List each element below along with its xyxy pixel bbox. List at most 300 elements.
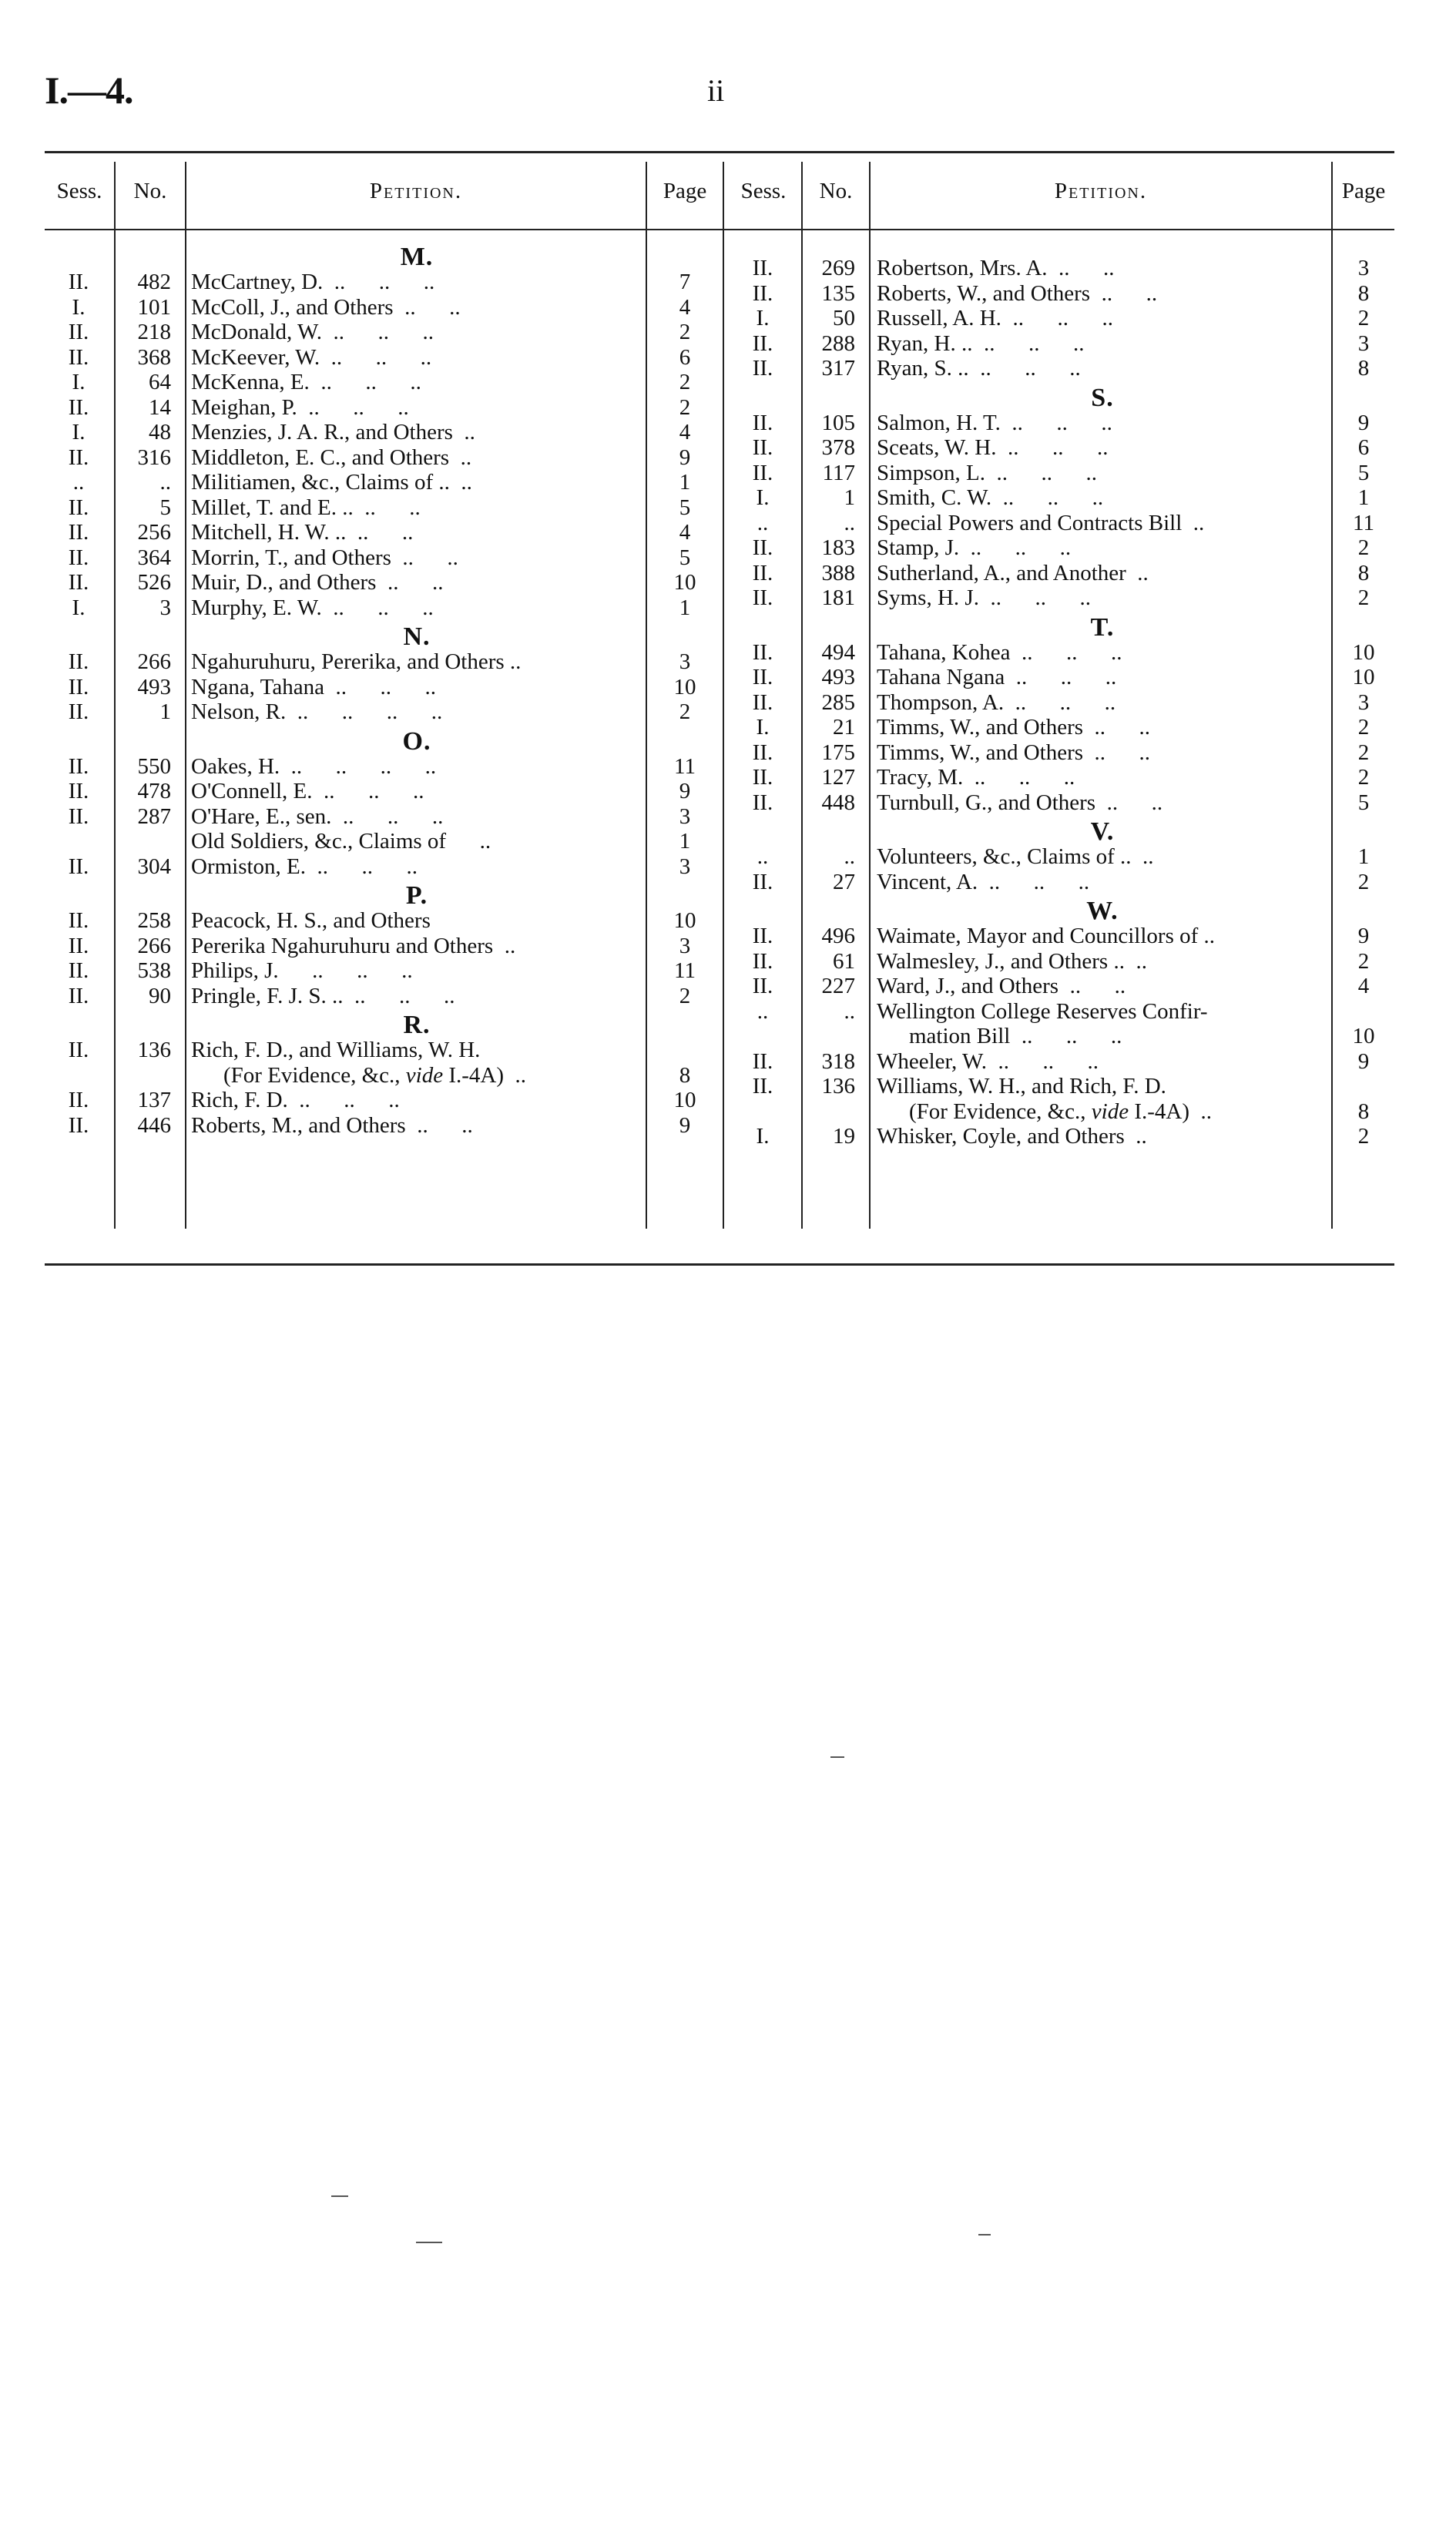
number-cell: 318 <box>821 1048 855 1074</box>
number-cell: 258 <box>137 908 171 933</box>
petition-text: Millet, T. and E. .. <box>191 495 354 520</box>
table-row <box>726 949 1394 974</box>
page-cell: 11 <box>674 753 696 779</box>
section-letter: V. <box>1090 817 1115 846</box>
petition-cell <box>191 779 642 804</box>
table-row <box>45 754 723 780</box>
session-cell: II. <box>68 320 89 344</box>
section-letter-row <box>726 611 1394 640</box>
section-letter: R. <box>403 1011 431 1039</box>
petition-text: Volunteers, &c., Claims of .. <box>877 844 1132 869</box>
table-row <box>726 561 1394 586</box>
petition-text: Nelson, R. <box>191 699 287 724</box>
session-cell: II. <box>68 495 89 520</box>
petition-cell <box>191 445 642 471</box>
page-cell: 2 <box>1357 740 1370 765</box>
table-row <box>45 675 723 700</box>
page-cell: 9 <box>679 779 691 803</box>
page-cell: 8 <box>1357 560 1370 585</box>
page-cell: 2 <box>679 699 691 724</box>
petition-text: Old Soldiers, &c., Claims of <box>191 829 447 854</box>
petition-text: Peacock, H. S., and Others <box>191 908 431 933</box>
petition-text: Ngana, Tahana <box>191 674 324 699</box>
petition-cell <box>191 420 642 445</box>
number-cell: .. <box>844 998 855 1024</box>
page-cell: 6 <box>1357 435 1370 460</box>
petition-text: Mitchell, H. W. .. <box>191 520 347 545</box>
petition-cell <box>191 295 642 320</box>
number-cell: 137 <box>137 1088 171 1112</box>
leader-dots: .. .. .. <box>991 485 1104 510</box>
petition-text: Pringle, F. J. S. .. <box>191 983 344 1008</box>
table-row <box>45 1088 723 1113</box>
table-row <box>726 640 1394 666</box>
petition-cell <box>877 561 1328 586</box>
petition-cell <box>877 585 1328 611</box>
leader-dots: .. <box>449 470 472 495</box>
petition-text: Thompson, A. <box>877 689 1005 715</box>
page-cell: 8 <box>1357 1098 1370 1124</box>
table-row <box>45 984 723 1009</box>
page-cell: 2 <box>679 394 691 420</box>
table-row <box>726 435 1394 461</box>
session-cell: I. <box>72 420 86 444</box>
page-cell: 2 <box>1357 535 1370 560</box>
petition-cell <box>877 306 1328 331</box>
page-cell: 3 <box>1357 689 1370 715</box>
session-cell: II. <box>752 280 773 306</box>
petition-text: Russell, A. H. <box>877 306 1001 330</box>
leader-dots: .. .. .. <box>343 983 455 1008</box>
section-letter-row <box>45 620 723 649</box>
table-row <box>726 485 1394 511</box>
session-cell: II. <box>752 948 773 974</box>
petition-cell <box>191 675 642 700</box>
petition-cell <box>877 1024 1360 1049</box>
page-number: ii <box>707 73 725 108</box>
page-cell: 1 <box>679 470 691 495</box>
petition-cell <box>191 649 642 675</box>
leader-dots: .. .. <box>1095 790 1163 815</box>
section-letter: W. <box>1086 897 1119 925</box>
petition-cell <box>877 435 1328 461</box>
number-cell: 90 <box>149 983 171 1008</box>
number-cell: 550 <box>137 753 171 779</box>
session-cell: II. <box>68 753 89 779</box>
session-cell: II. <box>752 665 773 689</box>
petition-text: Morrin, T., and Others <box>191 545 391 570</box>
session-cell: .. <box>757 998 769 1024</box>
petition-cell <box>191 570 642 595</box>
table-row <box>726 790 1394 816</box>
petition-cell <box>191 370 642 395</box>
header-sess: Sess. <box>740 179 787 203</box>
number-cell: 218 <box>137 320 171 344</box>
petition-cell <box>191 1063 675 1088</box>
leader-dots: .. .. <box>1047 256 1115 280</box>
session-cell: II. <box>752 535 773 560</box>
petition-text: Timms, W., and Others <box>877 740 1084 765</box>
number-cell: 105 <box>821 410 855 435</box>
leader-dots: .. .. .. <box>1001 306 1113 330</box>
session-cell: II. <box>752 765 773 790</box>
session-cell: II. <box>68 854 89 879</box>
petition-text: O'Connell, E. <box>191 779 313 803</box>
leader-dots: .. .. .. <box>321 595 434 620</box>
petition-cell <box>191 934 642 959</box>
page-cell: 10 <box>673 674 696 699</box>
session-cell: II. <box>752 740 773 765</box>
table-row <box>726 306 1394 331</box>
session-cell: II. <box>752 639 773 665</box>
table-row <box>45 1063 723 1088</box>
header-sess: Sess. <box>56 179 102 203</box>
header-petition: Petition. <box>1054 179 1148 203</box>
table-bottom-rule <box>45 1263 1394 1266</box>
petition-text: Vincent, A. <box>877 869 978 894</box>
page-cell: 2 <box>1357 715 1370 740</box>
petition-text: McKeever, W. <box>191 344 320 370</box>
section-letter: N. <box>403 622 431 651</box>
table-row <box>726 1074 1394 1099</box>
petition-cell <box>877 640 1328 666</box>
session-cell: II. <box>68 1038 89 1062</box>
petition-cell <box>191 984 642 1009</box>
petition-text: O'Hare, E., sen. <box>191 803 332 829</box>
petition-cell <box>877 411 1328 436</box>
leader-dots: .. .. .. <box>278 958 413 983</box>
petition-cell <box>877 924 1328 949</box>
number-cell: 304 <box>137 854 171 879</box>
leader-dots: .. .. <box>405 1112 473 1138</box>
number-cell: 316 <box>137 444 171 470</box>
header-bottom-rule <box>45 229 1394 230</box>
table-row <box>45 495 723 521</box>
session-cell: II. <box>752 585 773 610</box>
table-row <box>726 281 1394 307</box>
petition-cell <box>877 511 1328 536</box>
table-row <box>45 958 723 984</box>
page-cell: 10 <box>1352 1024 1375 1048</box>
page-cell: 4 <box>679 420 691 444</box>
number-cell: 19 <box>833 1124 855 1149</box>
section-letter-row <box>726 815 1394 844</box>
table-row <box>726 461 1394 486</box>
leader-dots: .. .. .. <box>309 370 421 394</box>
table-row <box>45 1038 723 1063</box>
session-cell: .. <box>757 510 769 535</box>
petition-cell <box>877 256 1328 281</box>
number-cell: .. <box>159 470 171 495</box>
leader-dots: .. .. .. <box>986 1048 1099 1074</box>
petition-cell <box>191 495 642 521</box>
number-cell: 266 <box>137 933 171 958</box>
number-cell: 227 <box>821 974 855 998</box>
table-row <box>45 520 723 545</box>
petition-cell <box>191 804 642 830</box>
leader-dots: .. <box>1182 510 1205 535</box>
table-row <box>45 470 723 495</box>
table-row <box>726 844 1394 870</box>
petition-text: (For Evidence, &c., vide I.-4A) <box>223 1062 504 1088</box>
petition-text: Waimate, Mayor and Councillors of .. <box>877 924 1216 948</box>
table-row <box>45 545 723 571</box>
table-row <box>45 649 723 675</box>
petition-text: Salmon, H. T. <box>877 410 1001 435</box>
page-cell: 2 <box>679 320 691 344</box>
petition-text: Tahana Ngana <box>877 665 1005 689</box>
petition-cell <box>877 715 1328 740</box>
leader-dots: .. <box>449 444 472 470</box>
session-cell: II. <box>68 958 89 983</box>
table-row <box>45 908 723 934</box>
number-cell: 482 <box>137 270 171 294</box>
page-cell: 2 <box>1357 306 1370 330</box>
petition-text: Rich, F. D., and Williams, W. H. <box>191 1038 481 1062</box>
page-cell: 3 <box>679 854 691 879</box>
page-cell: 8 <box>679 1062 691 1088</box>
page-cell: 5 <box>1357 790 1370 815</box>
session-cell: II. <box>68 570 89 595</box>
number-cell: 5 <box>159 495 171 520</box>
petition-cell <box>191 320 642 345</box>
session-cell: II. <box>68 1112 89 1138</box>
page-cell: 10 <box>1352 665 1375 689</box>
table-row <box>45 854 723 880</box>
leader-dots: .. .. .. .. <box>286 699 443 724</box>
petition-text: Menzies, J. A. R., and Others <box>191 420 453 444</box>
petition-cell <box>191 270 642 295</box>
number-cell: 50 <box>833 306 855 330</box>
page-cell: 10 <box>673 1088 696 1112</box>
number-cell: 183 <box>821 535 855 560</box>
petition-text: Roberts, M., and Others <box>191 1112 406 1138</box>
petition-cell <box>877 844 1328 870</box>
table-row <box>45 370 723 395</box>
session-cell: II. <box>68 1088 89 1112</box>
number-cell: 494 <box>821 639 855 665</box>
table-row <box>726 411 1394 436</box>
table-row <box>45 445 723 471</box>
petition-text: McDonald, W. <box>191 320 322 344</box>
session-cell: II. <box>68 520 89 545</box>
petition-text: McKenna, E. <box>191 370 310 394</box>
leader-dots: .. .. .. <box>968 356 1081 381</box>
session-cell: I. <box>756 1124 770 1149</box>
petition-text: (For Evidence, &c., vide I.-4A) <box>909 1098 1189 1124</box>
petition-text: Wellington College Reserves Confir- <box>877 998 1208 1024</box>
leader-dots: .. <box>452 420 475 444</box>
col-rule <box>723 162 724 1229</box>
leader-dots: .. .. .. <box>287 1088 400 1112</box>
session-cell: II. <box>752 256 773 280</box>
session-cell: II. <box>68 983 89 1008</box>
number-cell: 127 <box>821 765 855 790</box>
table-row <box>45 829 723 854</box>
petition-text: Smith, C. W. <box>877 485 992 510</box>
number-cell: 364 <box>137 545 171 570</box>
table-row <box>726 331 1394 357</box>
number-cell: 27 <box>833 869 855 894</box>
session-cell: II. <box>68 803 89 829</box>
page-cell: 11 <box>674 958 696 983</box>
number-cell: 64 <box>149 370 171 394</box>
leader-dots: .. <box>1124 948 1147 974</box>
session-cell: I. <box>756 715 770 740</box>
table-row <box>45 699 723 725</box>
session-cell: II. <box>752 330 773 356</box>
number-cell: 256 <box>137 520 171 545</box>
table-row <box>45 345 723 371</box>
section-letter: P. <box>405 881 428 910</box>
petition-cell <box>877 485 1328 511</box>
session-cell: II. <box>752 410 773 435</box>
petition-text: Simpson, L. <box>877 460 985 485</box>
page-cell: 2 <box>1357 765 1370 790</box>
session-cell: I. <box>72 294 86 320</box>
table-row <box>45 779 723 804</box>
petition-text: Turnbull, G., and Others <box>877 790 1096 815</box>
petition-cell <box>191 699 642 725</box>
petition-cell <box>877 765 1328 790</box>
leader-dots: .. <box>504 1062 526 1088</box>
session-cell: I. <box>756 485 770 510</box>
table-row <box>45 804 723 830</box>
session-cell: II. <box>68 270 89 294</box>
petition-text: McCartney, D. <box>191 270 324 294</box>
table-row <box>726 715 1394 740</box>
leader-dots: .. .. .. <box>324 674 436 699</box>
number-cell: 317 <box>821 356 855 381</box>
section-letter: S. <box>1091 383 1114 412</box>
page-cell: 10 <box>673 570 696 595</box>
number-cell: 48 <box>149 420 171 444</box>
number-cell: 287 <box>137 803 171 829</box>
petition-text: Ngahuruhuru, Pererika, and Others .. <box>191 649 522 674</box>
leader-dots: .. .. <box>1083 715 1151 740</box>
page-cell: 2 <box>1357 1124 1370 1149</box>
petition-text: Syms, H. J. <box>877 585 979 610</box>
petition-text: mation Bill <box>909 1024 1011 1048</box>
table-row <box>726 1049 1394 1075</box>
section-letter: T. <box>1090 612 1115 642</box>
petition-text: Oakes, H. <box>191 753 280 779</box>
session-cell: II. <box>68 444 89 470</box>
petition-text: Timms, W., and Others <box>877 715 1084 740</box>
section-letter-row <box>726 894 1394 924</box>
number-cell: 526 <box>137 570 171 595</box>
number-cell: 378 <box>821 435 855 460</box>
petition-cell <box>191 520 642 545</box>
number-cell: .. <box>844 510 855 535</box>
table-row <box>726 1024 1394 1049</box>
petition-cell <box>191 595 642 621</box>
session-cell: II. <box>752 869 773 894</box>
petition-cell <box>191 1038 642 1063</box>
section-letter-row <box>45 879 723 908</box>
session-cell: II. <box>68 908 89 933</box>
leader-dots: .. .. <box>1058 974 1126 998</box>
page-cell: 8 <box>1357 356 1370 381</box>
session-cell: II. <box>752 790 773 815</box>
leader-dots: .. .. .. <box>297 394 409 420</box>
session-cell: II. <box>68 344 89 370</box>
petition-cell <box>877 665 1328 690</box>
table-row <box>45 420 723 445</box>
page-cell: 5 <box>679 495 691 520</box>
number-cell: 136 <box>821 1074 855 1098</box>
petition-text: Sceats, W. H. <box>877 435 997 460</box>
table-row <box>45 570 723 595</box>
petition-text: McColl, J., and Others <box>191 294 394 320</box>
page-cell: 2 <box>1357 585 1370 610</box>
number-cell: 136 <box>137 1038 171 1062</box>
number-cell: 1 <box>844 485 855 510</box>
table-row <box>45 595 723 621</box>
table-row <box>726 1099 1394 1125</box>
petition-text: Murphy, E. W. <box>191 595 322 620</box>
page-cell: 9 <box>1357 924 1370 948</box>
leader-dots: .. .. .. <box>996 435 1109 460</box>
page-cell: 1 <box>679 829 691 854</box>
petition-cell <box>877 949 1328 974</box>
petition-cell <box>191 470 642 495</box>
page-cell: 3 <box>679 803 691 829</box>
petition-cell <box>191 395 642 421</box>
petition-text: Muir, D., and Others <box>191 570 377 595</box>
page-code: I.—4. <box>45 69 133 112</box>
page-cell: 3 <box>679 933 691 958</box>
petition-list-right <box>726 240 1394 1149</box>
table-row <box>726 924 1394 949</box>
petition-text: Ward, J., and Others <box>877 974 1059 998</box>
session-cell: II. <box>68 674 89 699</box>
page-cell: 2 <box>1357 948 1370 974</box>
page-cell: 9 <box>1357 410 1370 435</box>
petition-cell <box>877 974 1328 999</box>
session-cell: II. <box>68 545 89 570</box>
table-row <box>726 870 1394 895</box>
leader-dots: .. .. <box>1083 740 1151 765</box>
page-cell: 4 <box>1357 974 1370 998</box>
number-cell: 117 <box>822 460 855 485</box>
petition-text: Middleton, E. C., and Others <box>191 444 450 470</box>
petition-cell <box>191 958 642 984</box>
table-row <box>726 356 1394 381</box>
section-letter: M. <box>400 243 434 271</box>
petition-text: Ryan, S. .. <box>877 356 969 381</box>
section-letter-row <box>45 1008 723 1038</box>
table-row <box>726 511 1394 536</box>
header-petition: Petition. <box>369 179 463 203</box>
page-cell: 1 <box>1357 485 1370 510</box>
petition-text: Militiamen, &c., Claims of .. <box>191 470 450 495</box>
page-cell: 2 <box>679 370 691 394</box>
session-cell: II. <box>68 699 89 724</box>
leader-dots: .. .. .. <box>1010 639 1122 665</box>
petition-text: Roberts, W., and Others <box>877 280 1091 306</box>
number-cell: 181 <box>821 585 855 610</box>
header-page: Page <box>663 179 707 203</box>
petition-cell <box>877 281 1328 307</box>
page-cell: 8 <box>1357 280 1370 306</box>
number-cell: 446 <box>137 1112 171 1138</box>
petition-cell <box>191 754 642 780</box>
petition-text: Tahana, Kohea <box>877 639 1011 665</box>
leader-dots: .. .. <box>391 545 458 570</box>
leader-dots: .. .. .. <box>959 535 1072 560</box>
leader-dots: .. .. .. .. <box>280 753 437 779</box>
